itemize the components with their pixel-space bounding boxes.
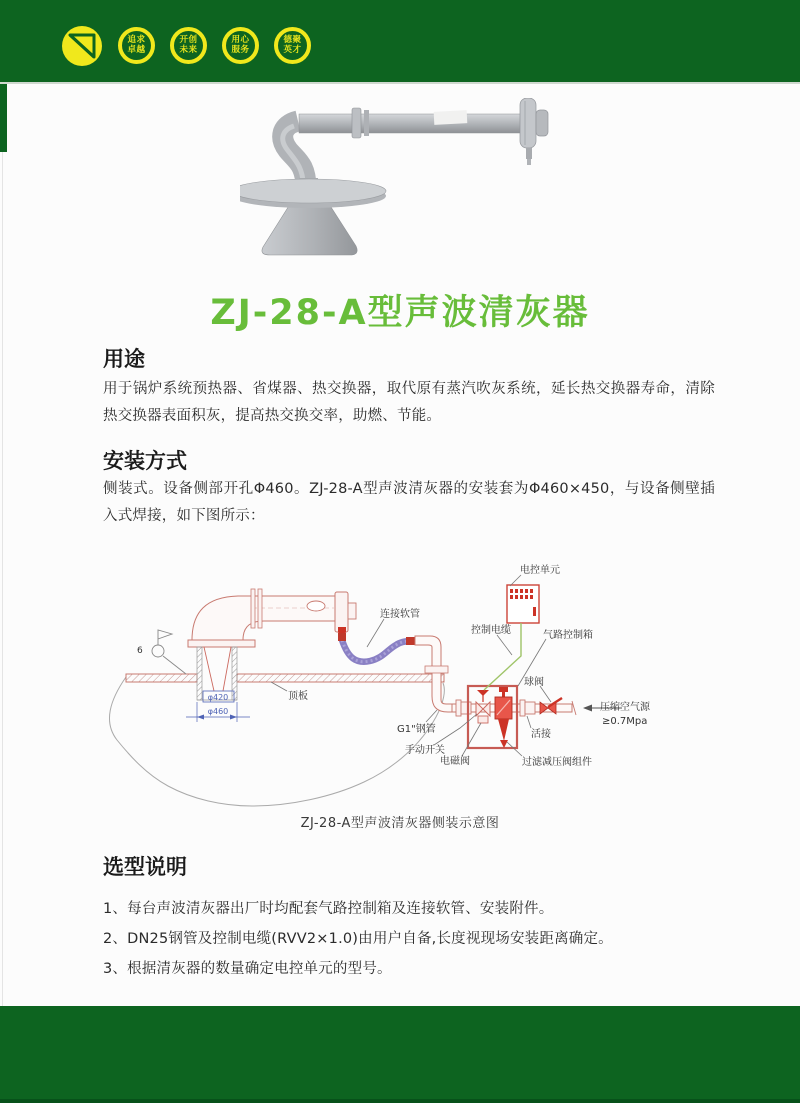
badge-text: 服务 (231, 44, 250, 55)
header-badge-pursue-excellence (118, 27, 155, 64)
badge-text: 用心 (231, 35, 250, 45)
electric-control-unit (507, 585, 539, 623)
diagram-label-electric-control-unit: 电控单元 (520, 565, 560, 576)
page-title: ZJ-28-A型声波清灰器 (210, 293, 590, 333)
top-plate (126, 674, 444, 682)
page-left-edge (2, 152, 3, 1006)
page-footer (0, 1006, 800, 1103)
horn-elbow-pipe (192, 589, 356, 643)
diagram-label-air-source: 压缩空气源 (600, 702, 650, 713)
section-heading-usage: 用途 (103, 347, 145, 371)
vessel-section-outline (109, 677, 444, 806)
company-logo-icon (60, 24, 104, 68)
header-left-strip (0, 84, 7, 152)
header-badge-gather-talent (274, 27, 311, 64)
dimension-lines (186, 691, 250, 722)
badge-text: 开创 (179, 35, 198, 45)
installation-diagram (90, 552, 710, 808)
diagram-label-gas-control-box: 气路控制箱 (543, 630, 593, 641)
section-heading-selection: 选型说明 (103, 855, 187, 879)
page-header (0, 0, 800, 84)
diagram-label-top-plate: 顶板 (288, 691, 308, 702)
dim-outer-label: φ460 (207, 707, 229, 716)
selection-item-2: 2、DN25钢管及控制电缆(RVV2×1.0)由用户自备,长度视现场安装距离确定。 (103, 931, 613, 947)
figure-caption: ZJ-28-A型声波清灰器侧装示意图 (300, 816, 500, 831)
badge-text: 德聚 (283, 35, 302, 45)
diagram-label-hose: 连接软管 (380, 609, 420, 620)
union-fitting-right (520, 700, 535, 716)
badge-text: 英才 (283, 44, 302, 55)
badge-text: 卓越 (127, 44, 146, 55)
diagram-label-filter-assembly: 过滤减压阀组件 (522, 757, 592, 768)
badge-text: 未来 (179, 44, 198, 55)
pipe-label-sticker (434, 110, 468, 125)
selection-item-3: 3、根据清灰器的数量确定电控单元的型号。 (103, 961, 392, 977)
flexible-hose (338, 633, 415, 662)
product-photo-sonic-horn (240, 98, 560, 278)
dim-inner-label: φ420 (207, 693, 229, 702)
section-body-usage: 用于锅炉系统预热器、省煤器、热交换器，取代原有蒸汽吹灰系统，延长热交换器寿命，清除热交换器表面积灰，提高热交换交率，助燃、节能。 (103, 381, 715, 424)
weld-size-label: 6 (137, 646, 143, 656)
section-heading-installation: 安装方式 (103, 449, 187, 473)
selection-item-1: 1、每台声波清灰器出厂时均配套气路控制箱及连接软管、安装附件。 (103, 901, 554, 917)
pipe-break (572, 701, 576, 715)
diagram-label-steel-pipe: G1"钢管 (397, 724, 436, 735)
diagram-label-ball-valve: 球阀 (524, 677, 544, 688)
weld-symbol (152, 630, 186, 674)
diagram-label-manual-switch: 手动开关 (405, 745, 445, 756)
header-badge-create-future (170, 27, 207, 64)
filter-regulator-assembly (495, 687, 512, 748)
badge-text: 追求 (127, 35, 146, 45)
diagram-label-air-pressure: ≥0.7Mpa (602, 716, 648, 727)
diagram-label-solenoid-valve: 电磁阀 (440, 756, 470, 767)
diagram-label-control-cable: 控制电缆 (471, 625, 511, 636)
diagram-label-union-joint: 活接 (531, 729, 551, 740)
header-badge-attentive-service (222, 27, 259, 64)
section-body-installation: 侧装式。设备侧部开孔Φ460。ZJ-28-A型声波清灰器的安装套为Φ460×450，与设备侧壁插入式焊接，如下图所示： (103, 481, 715, 524)
